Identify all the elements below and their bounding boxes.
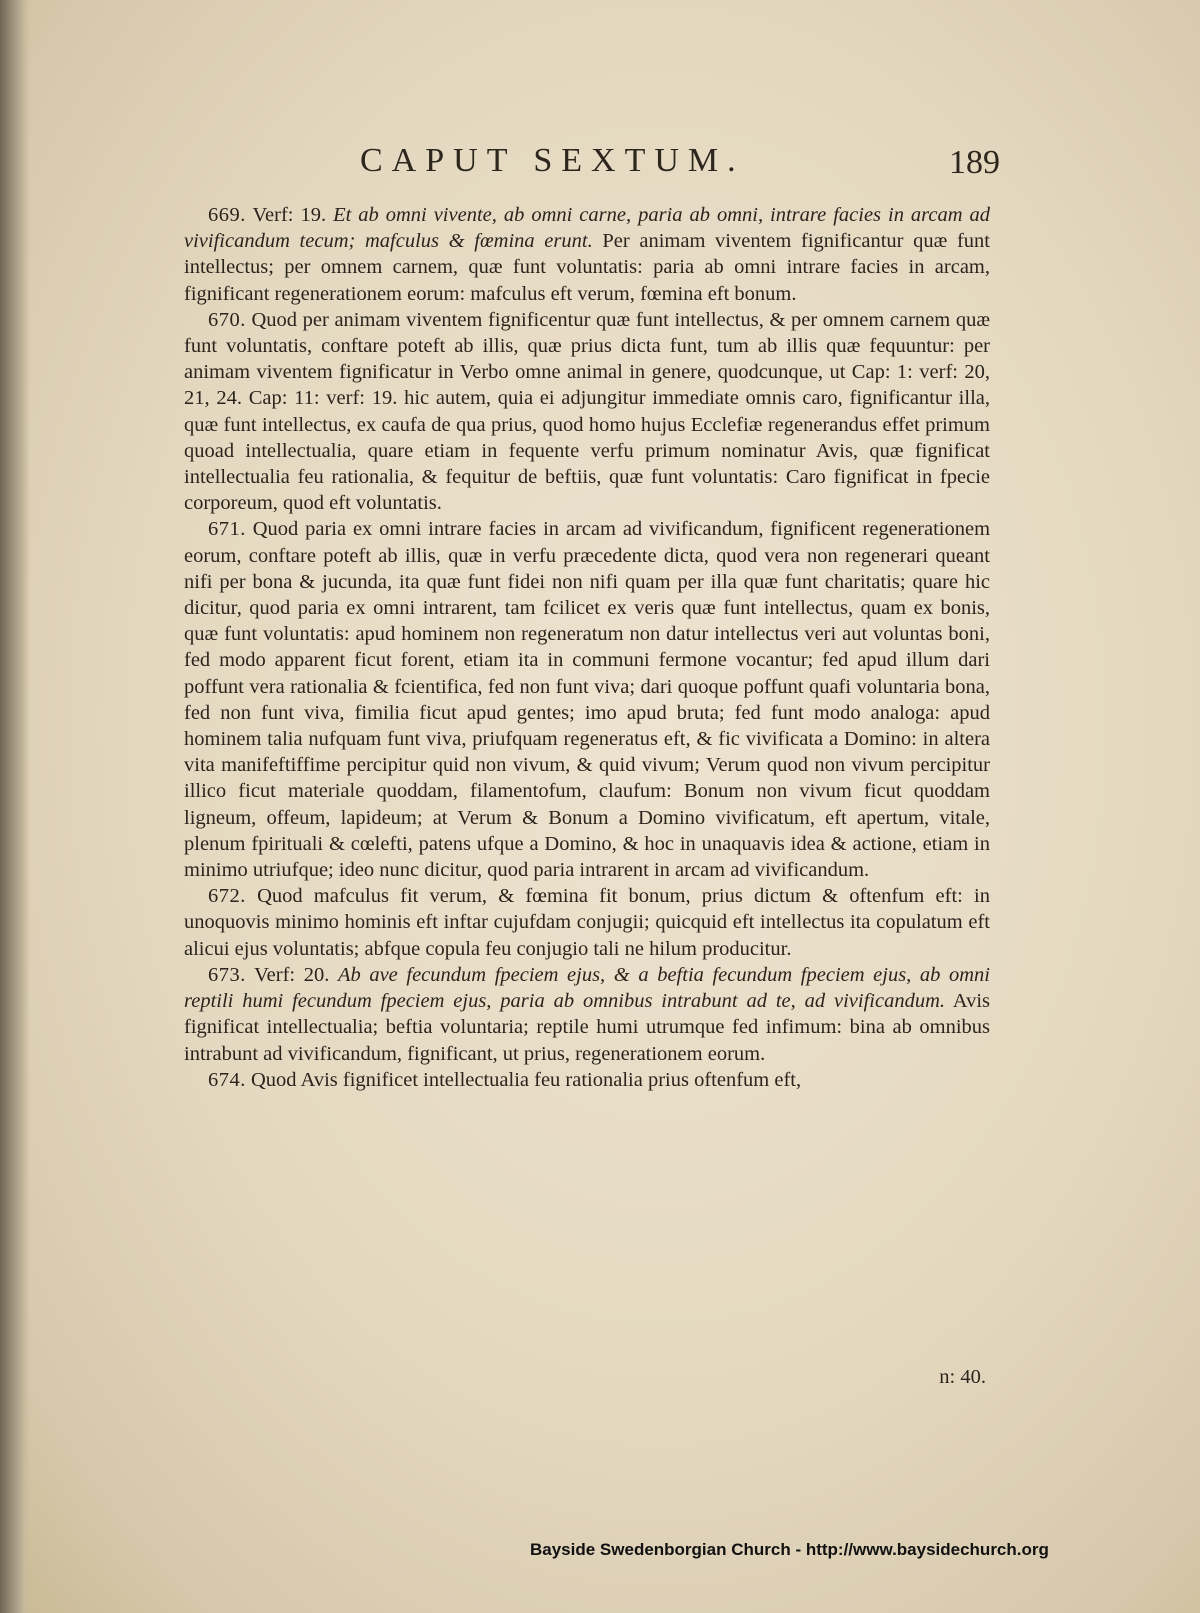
binding-gutter: [0, 0, 30, 1613]
paragraph-number: 669.: [208, 204, 246, 226]
paragraph-669: [184, 202, 990, 307]
paragraph-text: Per animam viventem fignificantur quæ funt intellectus; per omnem carnem, quæ funt voluntatis: paria ab omni intrare facies in arcam, fignificant regenerationem eorum: mafculus eft verum, fœmina eft bonum.: [184, 230, 990, 305]
paragraph-number: 671.: [208, 518, 246, 541]
paragraph-672: [184, 883, 990, 962]
catchword: n: 40.: [939, 1366, 986, 1388]
running-title: CAPUT SEXTUM.: [360, 142, 745, 179]
paragraph-number: 674.: [208, 1068, 246, 1091]
paragraph-text: Quod paria ex omni intrare facies in arcam ad vivificandum, fignificent regenerationem eorum, conftare poteft ab illis, quæ in verfu præcedente dicta, quod vera non regenerari queant nifi per bona & jucunda, ita quæ funt fidei non nifi quam per illa quæ funt charitatis; quare hic dicitur, quod paria ex omni intrarent, tam fcilicet ex veris quæ funt intellectus, quam ex bonis, quæ funt voluntatis: apud hominem non regeneratum non datur intellectus veri aut voluntas boni, fed modo apparent ficut forent, etiam ita in communi fermone vocantur; fed apud illum dari poffunt vera rationalia & fcientifica, fed non funt viva; dari quoque poffunt quafi voluntaria bona, fed non funt viva, fimilia ficut apud gentes; imo apud bruta; fed funt modo analoga: apud hominem talia nufquam funt viva, priufquam regeneratus eft, & fic vivificata a Domino: in altera vita manifeftiffime percipitur quid non vivum, & quid vivum; Verum quod non vivum percipitur illico ficut materiale quoddam, filamentofum, claufum: Bonum non vivum ficut quoddam ligneum, offeum, lapideum; at Verum & Bonum a Domino vivificatum, eft apertum, vitale, plenum fpirituali & cœlefti, patens ufque a Domino, & hoc in unaquavis idea & actione, etiam in minimo utriufque; ideo nunc dicitur, quod paria intrarent in arcam ad vivificandum.: [184, 518, 991, 882]
paragraph-670: [184, 307, 990, 517]
paragraph-674: [184, 1067, 990, 1093]
paragraph-number: 673.: [208, 963, 246, 986]
paragraph-text: Quod Avis fignificet intellectualia feu rationalia prius oftenfum eft,: [251, 1068, 802, 1091]
body-text: [184, 202, 990, 1093]
verse-reference: Verf: 19.: [252, 204, 327, 226]
verse-reference: Verf: 20.: [254, 963, 330, 986]
running-header: [180, 142, 1000, 192]
paragraph-number: 670.: [208, 308, 246, 331]
paragraph-text: Quod mafculus fit verum, & fœmina fit bonum, prius dictum & oftenfum eft: in unoquovis minimo hominis eft inftar cujufdam conjugii; quicquid eft intellectus ita copulatum eft alicui ejus voluntatis; abfque copula feu conjugio tali ne hilum producitur.: [184, 885, 990, 960]
paragraph-text: Quod per animam viventem fignificentur quæ funt intellectus, & per omnem carnem quæ funt voluntatis, conftare poteft ab illis, quæ prius dicta funt, tum ab illis quæ fequuntur: per animam viventem fignificatur in Verbo omne animal in genere, quodcunque, ut Cap: 1: verf: 20, 21, 24. Cap: 11: verf: 19. hic autem, quia ei adjungitur immediate omnis caro, fignificantur illa, quæ funt intellectus, ex caufa de qua prius, quod homo hujus Ecclefiæ regenerandus effet primum quoad intellectualia, quare etiam in fequente verfu primum nominatur Avis, quæ fignificat intellectualia feu rationalia, & fequitur de beftiis, quæ funt voluntatis: Caro fignificat in fpecie corporeum, quod eft voluntatis.: [184, 308, 991, 515]
paragraph-text: Avis fignificat intellectualia; beftia voluntaria; reptile humi utrumque fed infimum: bina ab omnibus intrabunt ad vivificandum, fignificant, ut prius, regenerationem eorum.: [184, 990, 990, 1065]
page-number: 189: [949, 144, 1000, 181]
scripture-quote: Ab ave fecundum fpeciem ejus, & a beftia fecundum fpeciem ejus, ab omni reptili humi fecundum fpeciem ejus, paria ab omnibus intrabunt ad te, ad vivificandum.: [184, 963, 991, 1013]
paragraph-673: [184, 962, 990, 1067]
scripture-quote: Et ab omni vivente, ab omni carne, paria ab omni, intrare facies in arcam ad vivificandum tecum; mafculus & fœmina erunt.: [184, 204, 991, 253]
paragraph-671: [184, 516, 990, 883]
paragraph-number: 672.: [208, 885, 246, 908]
footer-credit: Bayside Swedenborgian Church - http://www.baysidechurch.org: [530, 1540, 1049, 1559]
